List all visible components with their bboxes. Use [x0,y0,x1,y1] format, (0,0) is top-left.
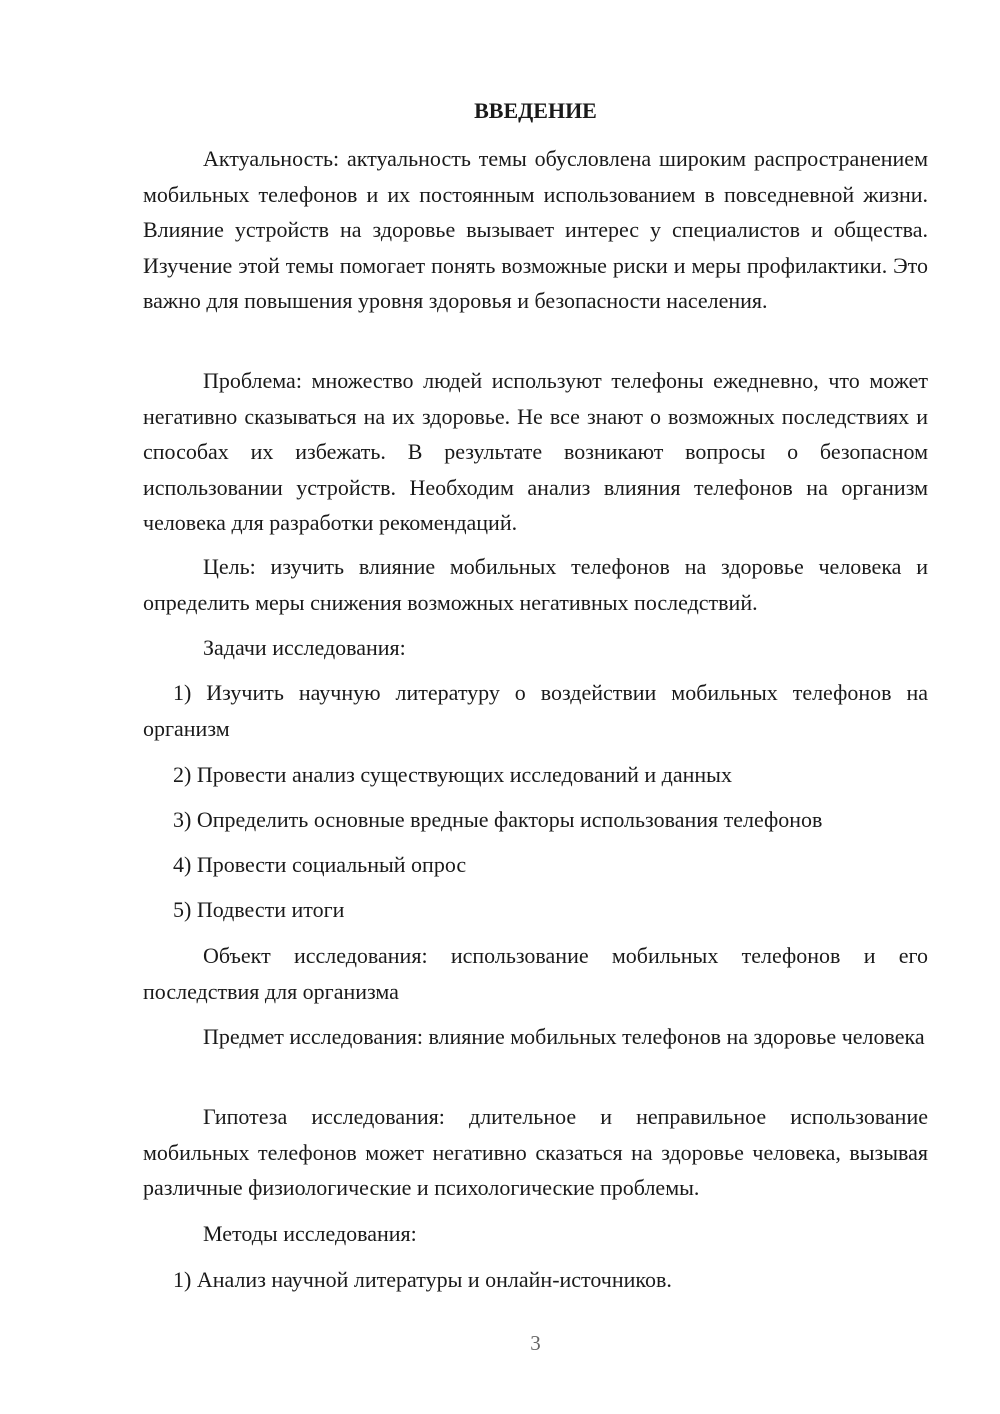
document-page [143,0,928,1414]
task-item-1: 1) Изучить научную литературу о воздействии мобильных телефонов на организм [143,680,928,741]
hypothesis-paragraph: Гипотеза исследования: длительное и неправильное использование мобильных телефонов может негативно сказаться на здоровье человека, вызывая различные физиологические и психологические проблемы. [143,1104,928,1200]
object-paragraph: Объект исследования: использование мобильных телефонов и его последствия для организма [143,943,928,1004]
methods-title: Методы исследования: [203,1221,417,1246]
goal-paragraph: Цель: изучить влияние мобильных телефонов на здоровье человека и определить меры снижения возможных негативных последствий. [143,554,928,615]
task-item-2: 2) Провести анализ существующих исследований и данных [173,762,732,787]
task-item-3: 3) Определить основные вредные факторы использования телефонов [173,807,823,832]
page-number: 3 [530,1331,541,1355]
relevance-paragraph: Актуальность: актуальность темы обусловлена широким распространением мобильных телефонов и их постоянным использованием в повседневной жизни. Влияние устройств на здоровье вызывает интерес у специалистов и общества. Изучение этой темы помогает понять возможные риски и меры профилактики. Это важно для повышения уровня здоровья и безопасности населения. [143,146,928,313]
method-item-1: 1) Анализ научной литературы и онлайн-источников. [173,1267,672,1292]
section-heading: ВВЕДЕНИЕ [474,98,597,123]
subject-paragraph: Предмет исследования: влияние мобильных телефонов на здоровье человека [203,1024,925,1049]
task-item-4: 4) Провести социальный опрос [173,852,467,877]
problem-paragraph: Проблема: множество людей используют телефоны ежедневно, что может негативно сказываться на их здоровье. Не все знают о возможных последствиях и способах их избежать. В результате возникают вопросы о безопасном использовании устройств. Необходим анализ влияния телефонов на организм человека для разработки рекомендаций. [143,368,928,535]
task-item-5: 5) Подвести итоги [173,897,345,922]
tasks-title: Задачи исследования: [203,635,406,660]
